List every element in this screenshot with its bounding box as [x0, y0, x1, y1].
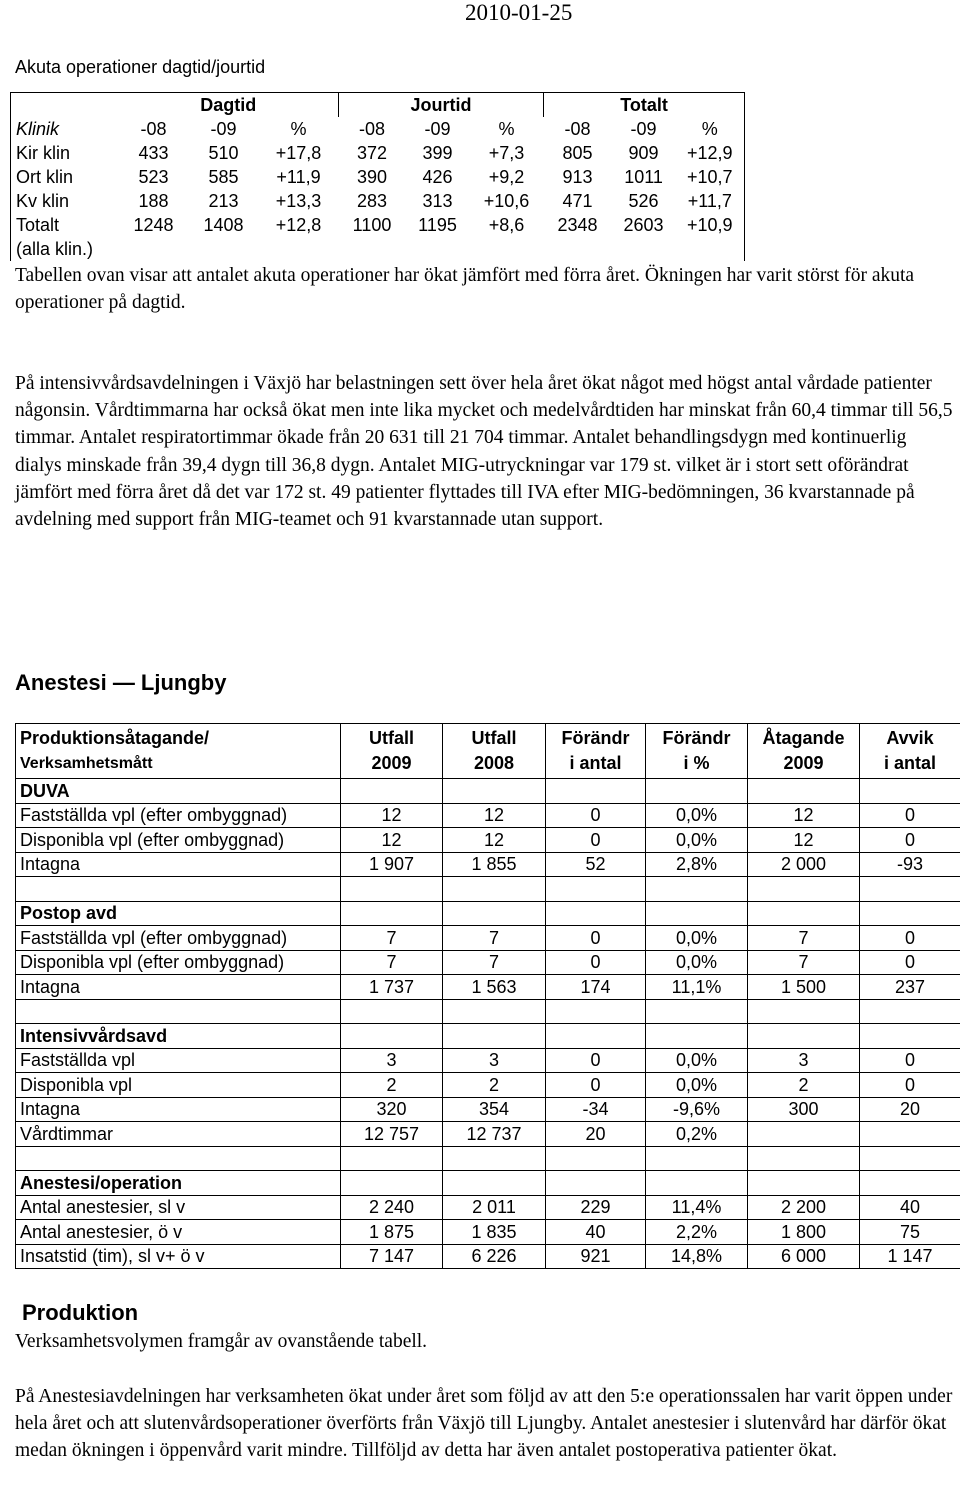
empty-cell — [16, 877, 341, 902]
table-cell: 11,1% — [646, 975, 748, 1000]
empty-cell — [546, 779, 646, 804]
table-cell: +8,6 — [488, 215, 525, 235]
table-cell: 2 — [341, 1073, 443, 1098]
table-cell: 12 — [748, 803, 860, 828]
table-cell: 1195 — [418, 215, 457, 235]
empty-cell — [748, 1146, 860, 1171]
section-label: Postop avd — [16, 901, 341, 926]
empty-cell — [443, 779, 546, 804]
table-cell: 7 147 — [341, 1244, 443, 1269]
table-cell: 1100 — [352, 215, 392, 235]
table-cell: 12 — [443, 803, 546, 828]
table-cell: 523 — [138, 167, 169, 187]
table-cell: 3 — [748, 1048, 860, 1073]
empty-cell — [748, 999, 860, 1024]
empty-cell — [443, 1024, 546, 1049]
table-cell: (alla klin.) — [11, 237, 119, 261]
table-cell: +10,7 — [676, 165, 745, 189]
spacer-row — [16, 877, 960, 902]
row-label: Disponibla vpl — [16, 1073, 341, 1098]
table-cell: Totalt — [11, 213, 119, 237]
table-cell: 2,2% — [646, 1220, 748, 1245]
empty-cell — [16, 999, 341, 1024]
header-avvik-antal — [860, 724, 960, 779]
column-header: % — [290, 119, 307, 139]
empty-cell — [646, 1024, 748, 1049]
table-row — [16, 1122, 960, 1147]
table-cell: -93 — [860, 852, 960, 877]
table-cell: 2 000 — [748, 852, 860, 877]
table-cell: 0 — [546, 1048, 646, 1073]
header-atagande-2009 — [748, 724, 860, 779]
table-cell: 372 — [356, 143, 388, 163]
anestesi-table-body — [16, 779, 960, 1269]
empty-cell — [748, 779, 860, 804]
table-cell: 2 — [748, 1073, 860, 1098]
table-cell: 40 — [546, 1220, 646, 1245]
empty-cell — [748, 1171, 860, 1196]
table-cell: 1 500 — [748, 975, 860, 1000]
paragraph-anestesiavdelningen: På Anestesiavdelningen har verksamheten ökat under året som följd av att den 5:e operationssalen har varit öppen under hela året och att slutenvårdsoperationer överförts från Växjö till Ljungby. Antalet anestesier i slutenvård har därför ökat medan ökningen i öppenvård varit mindre. Tillföljd av detta har även antalet postoperativa patienter ökat. — [15, 1386, 953, 1462]
table-row — [16, 1097, 960, 1122]
row-label: Antal anestesier, sl v — [16, 1195, 341, 1220]
empty-cell — [16, 1146, 341, 1171]
table-cell: 213 — [208, 191, 239, 211]
empty-cell — [646, 901, 748, 926]
table-cell: 526 — [628, 191, 659, 211]
row-label: Insatstid (tim), sl v+ ö v — [16, 1244, 341, 1269]
empty-cell — [546, 1171, 646, 1196]
header-verksamhetsmatt — [16, 724, 341, 779]
table-cell: 0 — [860, 803, 960, 828]
row-label: Disponibla vpl (efter ombyggnad) — [16, 828, 341, 853]
table-cell — [748, 1122, 860, 1147]
row-label: Fastställda vpl (efter ombyggnad) — [16, 926, 341, 951]
empty-cell — [341, 779, 443, 804]
group-header-totalt: Totalt — [544, 93, 745, 118]
column-header: % — [676, 117, 745, 141]
spacer-row — [16, 999, 960, 1024]
row-label: Antal anestesier, ö v — [16, 1220, 341, 1245]
table-cell: 510 — [208, 143, 239, 163]
table-cell: +12,9 — [676, 141, 745, 165]
table-cell: 0,0% — [646, 1073, 748, 1098]
paragraph-akuta-summary: Tabellen ovan visar att antalet akuta operationer har ökat jämfört med förra året. Ökningen har varit störst för akuta operationer på dagtid. — [15, 265, 915, 314]
table-cell: 1 835 — [443, 1220, 546, 1245]
empty-cell — [860, 1024, 960, 1049]
table-cell: 1 907 — [341, 852, 443, 877]
table-cell: 2 011 — [443, 1195, 546, 1220]
table-cell: 433 — [138, 143, 169, 163]
section-label: Intensivvårdsavd — [16, 1024, 341, 1049]
table-cell: 426 — [422, 167, 453, 187]
header-label: Förändr — [662, 728, 731, 748]
table-cell: 12 757 — [341, 1122, 443, 1147]
table-cell: 805 — [562, 143, 593, 163]
table-cell: +7,3 — [488, 143, 525, 163]
empty-cell — [860, 901, 960, 926]
header-label: Produktionsåtagande/ — [20, 728, 210, 748]
header-label: i antal — [883, 753, 936, 773]
section-row — [16, 901, 960, 926]
table-row — [16, 926, 960, 951]
table-header-row — [16, 724, 960, 779]
empty-cell — [860, 779, 960, 804]
header-label: 2008 — [473, 753, 515, 773]
table-row — [16, 1073, 960, 1098]
table-cell: 0,0% — [646, 926, 748, 951]
empty-cell — [546, 1146, 646, 1171]
table-row — [11, 165, 745, 189]
table-cell: 2 240 — [341, 1195, 443, 1220]
empty-cell — [646, 999, 748, 1024]
table-cell: 2,8% — [646, 852, 748, 877]
table-cell: +10,9 — [676, 213, 745, 237]
header-label: 2009 — [371, 753, 412, 773]
table-cell: 0,0% — [646, 950, 748, 975]
header-label: i % — [683, 753, 710, 773]
table-cell: 0,0% — [646, 1048, 748, 1073]
header-forandr-antal — [546, 724, 646, 779]
header-label: Utfall — [471, 728, 517, 748]
table-cell: 1408 — [203, 215, 244, 235]
table-cell: 471 — [562, 191, 593, 211]
table-cell: 300 — [748, 1097, 860, 1122]
empty-cell — [341, 1146, 443, 1171]
table-cell: 320 — [341, 1097, 443, 1122]
empty-cell — [646, 877, 748, 902]
row-label: Intagna — [16, 852, 341, 877]
column-header: -09 — [630, 119, 657, 139]
table-cell: 921 — [546, 1244, 646, 1269]
group-header-jourtid: Jourtid — [339, 93, 544, 118]
table-cell: Ort klin — [11, 165, 119, 189]
table-row — [11, 141, 745, 165]
header-utfall-2009 — [341, 724, 443, 779]
table-cell: 0 — [546, 803, 646, 828]
table-cell: 14,8% — [646, 1244, 748, 1269]
empty-cell — [341, 999, 443, 1024]
empty-cell — [646, 1146, 748, 1171]
table-cell: 20 — [546, 1122, 646, 1147]
table-cell: 1 563 — [443, 975, 546, 1000]
paragraph-intensivvard-vaxjo: På intensivvårdsavdelningen i Växjö har belastningen sett över hela året ökat något med högst antal vårdade patienter någonsin. Vårdtimmarna har också ökat men inte lika mycket och medelvårdtiden har minskat från 60,4 timmar till 56,5 timmar. Antalet respiratortimmar ökade från 20 631 till 21 704 timmar. Antalet behandlingsdygn med kontinuerlig dialys minskade från 39,4 dygn till 36,8 dygn. Antalet MIG-utryckningar var 179 st. vilket är i stort sett oförändrat jämfört med förra året då det var 172 st. 49 patienter flyttades till IVA efter MIG-bedömningen, 36 kvarstannade på avdelning med support från MIG-teamet och 91 kvarstannade utan support. — [15, 373, 953, 531]
table-cell: 1 875 — [341, 1220, 443, 1245]
table-cell: 7 — [341, 950, 443, 975]
row-label: Fastställda vpl (efter ombyggnad) — [16, 803, 341, 828]
table-cell: +17,8 — [275, 143, 322, 163]
table-cell: 7 — [443, 926, 546, 951]
table-cell: 2603 — [623, 215, 664, 235]
table-cell: 0 — [860, 950, 960, 975]
table-cell: 1 147 — [860, 1244, 960, 1269]
header-label: Åtagande — [762, 728, 845, 748]
table-cell: 0 — [546, 950, 646, 975]
row-label: Intagna — [16, 975, 341, 1000]
table-cell: 7 — [443, 950, 546, 975]
table-cell: 2348 — [557, 215, 598, 235]
table-cell — [860, 1122, 960, 1147]
table-cell: +10,6 — [483, 191, 530, 211]
table-cell: 12 — [748, 828, 860, 853]
header-label: Verksamhetsmått — [20, 755, 153, 772]
table-cell: 174 — [546, 975, 646, 1000]
table-cell: 12 — [341, 803, 443, 828]
empty-cell — [748, 1024, 860, 1049]
table-cell: 7 — [748, 950, 860, 975]
table-row — [16, 950, 960, 975]
header-utfall-2008 — [443, 724, 546, 779]
table-cell: 0 — [546, 926, 646, 951]
table-cell: -9,6% — [646, 1097, 748, 1122]
empty-cell — [443, 1146, 546, 1171]
table-row-total — [11, 213, 745, 237]
table-cell: +9,2 — [488, 167, 525, 187]
table-cell: 913 — [562, 167, 593, 187]
empty-cell — [341, 901, 443, 926]
table-cell: 0,0% — [646, 828, 748, 853]
table-cell: 188 — [138, 191, 169, 211]
header-label: Förändr — [561, 728, 630, 748]
section-heading-produktion: Produktion — [22, 1300, 139, 1325]
table-cell: 6 226 — [443, 1244, 546, 1269]
group-header-dagtid: Dagtid — [119, 93, 339, 118]
header-forandr-procent — [646, 724, 748, 779]
table-cell: 2 — [443, 1073, 546, 1098]
table-cell: 0 — [546, 1073, 646, 1098]
table-cell: 1011 — [624, 167, 663, 187]
header-label: Avvik — [886, 728, 934, 748]
table-cell: +11,7 — [676, 189, 745, 213]
column-header: -08 — [564, 119, 591, 139]
column-header: -09 — [424, 119, 451, 139]
section-heading-akuta-operationer: Akuta operationer dagtid/jourtid — [15, 57, 266, 77]
table-cell: 585 — [208, 167, 239, 187]
table-cell: 0 — [860, 926, 960, 951]
table-cell: 0 — [860, 1048, 960, 1073]
header-label: i antal — [569, 753, 622, 773]
table-row — [11, 189, 745, 213]
table-row — [16, 1220, 960, 1245]
table-cell: +12,8 — [275, 215, 322, 235]
section-label: Anestesi/operation — [16, 1171, 341, 1196]
table-cell: 229 — [546, 1195, 646, 1220]
table-row — [16, 828, 960, 853]
table-cell: +11,9 — [276, 167, 321, 187]
table-cell: 1248 — [133, 215, 174, 235]
table-cell: 7 — [748, 926, 860, 951]
empty-cell — [748, 901, 860, 926]
empty-cell — [546, 999, 646, 1024]
table-row — [16, 975, 960, 1000]
header-label: Utfall — [369, 728, 414, 748]
table-cell: 390 — [356, 167, 388, 187]
empty-cell — [546, 1024, 646, 1049]
section-row — [16, 779, 960, 804]
table-cell: 354 — [443, 1097, 546, 1122]
empty-cell — [443, 999, 546, 1024]
table-cell: 237 — [860, 975, 960, 1000]
table-cell: 20 — [860, 1097, 960, 1122]
table-cell: 40 — [860, 1195, 960, 1220]
akuta-operationer-table — [10, 92, 745, 261]
table-cell: 12 — [443, 828, 546, 853]
table-cell: 313 — [422, 191, 453, 211]
section-row — [16, 1024, 960, 1049]
table-cell: 2 200 — [748, 1195, 860, 1220]
column-header: -08 — [140, 119, 167, 139]
anestesi-ljungby-table — [15, 723, 960, 1269]
empty-cell — [860, 999, 960, 1024]
table-cell: 1 800 — [748, 1220, 860, 1245]
table-cell: 399 — [422, 143, 453, 163]
column-header-row — [11, 117, 745, 141]
table-cell: 909 — [628, 143, 659, 163]
table-row — [16, 1048, 960, 1073]
row-label: Fastställda vpl — [16, 1048, 341, 1073]
empty-cell — [748, 877, 860, 902]
empty-cell — [341, 1171, 443, 1196]
table-cell: 3 — [443, 1048, 546, 1073]
table-cell: 12 737 — [443, 1122, 546, 1147]
empty-cell — [860, 1146, 960, 1171]
section-row — [16, 1171, 960, 1196]
table-row — [16, 803, 960, 828]
table-cell: 0 — [860, 1073, 960, 1098]
row-label: Intagna — [16, 1097, 341, 1122]
document-date: 2010-01-25 — [465, 0, 573, 25]
table-row — [16, 852, 960, 877]
empty-cell — [546, 877, 646, 902]
table-cell: 12 — [341, 828, 443, 853]
table-cell: 6 000 — [748, 1244, 860, 1269]
table-cell: Kir klin — [11, 141, 119, 165]
table-row-total-sub — [11, 237, 745, 261]
table-row — [16, 1195, 960, 1220]
empty-cell — [646, 779, 748, 804]
table-cell: Kv klin — [11, 189, 119, 213]
empty-cell — [341, 1024, 443, 1049]
table-cell: -34 — [546, 1097, 646, 1122]
table-cell: 3 — [341, 1048, 443, 1073]
table-cell: 11,4% — [646, 1195, 748, 1220]
empty-cell — [443, 901, 546, 926]
column-header: -08 — [359, 119, 386, 139]
section-label: DUVA — [16, 779, 341, 804]
table-cell: 0,0% — [646, 803, 748, 828]
table-cell: +13,3 — [275, 191, 322, 211]
empty-cell — [443, 877, 546, 902]
table-cell: 0 — [860, 828, 960, 853]
column-header: % — [498, 119, 515, 139]
empty-cell — [341, 877, 443, 902]
header-label: 2009 — [783, 753, 824, 773]
column-header-klinik: Klinik — [11, 117, 119, 141]
group-header-row — [11, 93, 745, 118]
row-label: Vårdtimmar — [16, 1122, 341, 1147]
table-cell: 1 737 — [341, 975, 443, 1000]
table-cell: 75 — [860, 1220, 960, 1245]
row-label: Disponibla vpl (efter ombyggnad) — [16, 950, 341, 975]
empty-cell — [546, 901, 646, 926]
paragraph-verksamhetsvolym: Verksamhetsvolymen framgår av ovanstående tabell. — [15, 1331, 428, 1352]
table-cell: 7 — [341, 926, 443, 951]
empty-cell — [860, 877, 960, 902]
table-row — [16, 1244, 960, 1269]
empty-cell — [443, 1171, 546, 1196]
table-cell: 283 — [356, 191, 388, 211]
table-cell: 1 855 — [443, 852, 546, 877]
table-cell: 52 — [546, 852, 646, 877]
empty-cell — [860, 1171, 960, 1196]
column-header: -09 — [210, 119, 237, 139]
table-cell: 0 — [546, 828, 646, 853]
spacer-row — [16, 1146, 960, 1171]
empty-cell — [646, 1171, 748, 1196]
section-heading-anestesi-ljungby: Anestesi — Ljungby — [15, 670, 227, 695]
table-cell: 0,2% — [646, 1122, 748, 1147]
